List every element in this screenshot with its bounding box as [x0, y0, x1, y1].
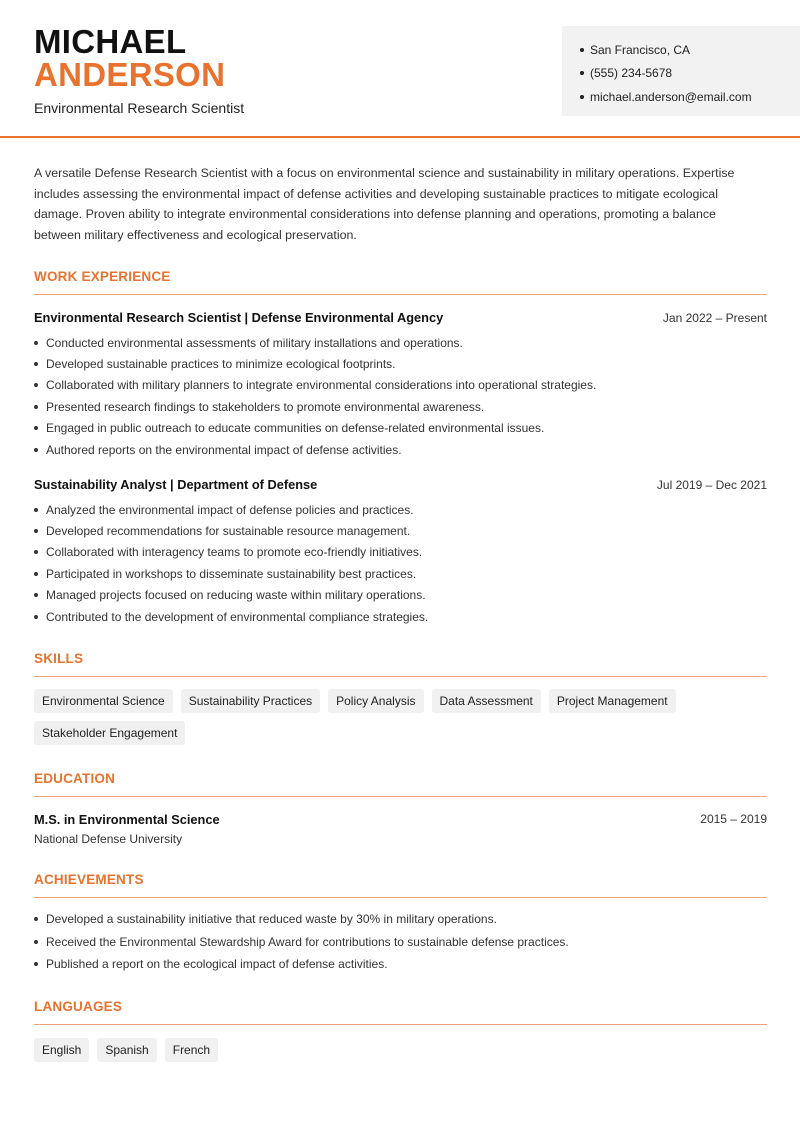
bullet-icon — [34, 341, 38, 345]
bullet-text: Managed projects focused on reducing waste within military operations. — [46, 588, 426, 603]
bullet-icon — [34, 508, 38, 512]
section-title-skills: SKILLS — [34, 651, 84, 666]
education-school: National Defense University — [34, 832, 183, 846]
bullet-text: Received the Environmental Stewardship Award for contributions to sustainable defense practices. — [46, 934, 569, 949]
job-bullets — [34, 332, 767, 460]
job-header — [34, 310, 767, 325]
achievements-list — [34, 908, 767, 976]
bullet-icon — [580, 71, 584, 75]
list-item — [34, 606, 767, 627]
location-text: San Francisco, CA — [590, 42, 691, 57]
job-dates: Jul 2019 – Dec 2021 — [656, 478, 767, 492]
section-divider — [34, 294, 767, 295]
bullet-text: Analyzed the environmental impact of defense policies and practices. — [46, 502, 414, 517]
skill-tag: Sustainability Practices — [181, 689, 320, 713]
list-item — [34, 439, 767, 460]
email-text[interactable]: michael.anderson@email.com — [590, 89, 752, 104]
education-dates: 2015 – 2019 — [700, 812, 767, 826]
list-item — [34, 418, 767, 439]
list-item — [34, 931, 767, 954]
bullet-text: Developed recommendations for sustainable resource management. — [46, 524, 411, 539]
bullet-icon — [34, 448, 38, 452]
list-item — [34, 375, 767, 396]
skill-tag: Stakeholder Engagement — [34, 721, 185, 745]
list-item — [34, 332, 767, 353]
first-name: MICHAEL — [34, 23, 187, 60]
list-item — [34, 542, 767, 563]
bullet-text: Collaborated with interagency teams to promote eco-friendly initiatives. — [46, 545, 423, 560]
bullet-icon — [34, 615, 38, 619]
list-item — [34, 563, 767, 584]
bullet-icon — [34, 917, 38, 921]
bullet-icon — [580, 48, 584, 52]
section-divider — [34, 1024, 767, 1025]
bullet-icon — [34, 940, 38, 944]
bullet-text: Engaged in public outreach to educate communities on defense-related environmental issues. — [46, 421, 545, 436]
last-name: ANDERSON — [34, 56, 226, 93]
job-dates: Jan 2022 – Present — [662, 311, 767, 325]
bullet-icon — [580, 95, 584, 99]
bullet-text: Authored reports on the environmental impact of defense activities. — [46, 442, 402, 457]
bullet-text: Contributed to the development of environmental compliance strategies. — [46, 609, 429, 624]
list-item — [34, 396, 767, 417]
section-divider — [34, 897, 767, 898]
bullet-icon — [34, 593, 38, 597]
section-divider — [34, 676, 767, 677]
phone-text: (555) 234-5678 — [590, 66, 673, 81]
section-title-achievements: ACHIEVEMENTS — [34, 872, 144, 887]
bullet-icon — [34, 426, 38, 430]
language-tag: French — [165, 1038, 218, 1062]
list-item — [34, 908, 767, 931]
bullet-icon — [34, 550, 38, 554]
bullet-text: Published a report on the ecological impact of defense activities. — [46, 957, 388, 972]
language-tag: English — [34, 1038, 89, 1062]
bullet-icon — [34, 962, 38, 966]
summary-paragraph: A versatile Defense Research Scientist with a focus on environmental science and sustainability in military operations. Expertise includes assessing the environmental impact of defense activities and developing sustainable practices to mitigate ecological damage. Proven ability to integrate environmental considerations into defense planning and operations, promoting a balance between military effectiveness and ecological preservation. — [34, 166, 735, 243]
contact-email — [580, 85, 800, 109]
section-divider — [34, 796, 767, 797]
job-header — [34, 477, 767, 492]
skill-tag: Policy Analysis — [328, 689, 423, 713]
bullet-text: Participated in workshops to disseminate sustainability best practices. — [46, 566, 417, 581]
job-title-line: Sustainability Analyst | Department of Defense — [34, 477, 318, 492]
bullet-icon — [34, 572, 38, 576]
list-item — [34, 585, 767, 606]
bullet-text: Developed a sustainability initiative that reduced waste by 30% in military operations. — [46, 912, 497, 927]
bullet-icon — [34, 383, 38, 387]
skills-list — [34, 689, 767, 745]
bullet-icon — [34, 529, 38, 533]
list-item — [34, 353, 767, 374]
job-bullets — [34, 499, 767, 627]
section-title-work: WORK EXPERIENCE — [34, 269, 171, 284]
bullet-text: Collaborated with military planners to integrate environmental considerations into operational strategies. — [46, 378, 597, 393]
skill-tag: Data Assessment — [432, 689, 541, 713]
section-title-languages: LANGUAGES — [34, 999, 123, 1014]
resume-header — [0, 0, 800, 138]
skill-tag: Environmental Science — [34, 689, 173, 713]
list-item — [34, 499, 767, 520]
list-item — [34, 520, 767, 541]
languages-list — [34, 1038, 767, 1062]
education-degree: M.S. in Environmental Science — [34, 812, 220, 827]
job-title: Environmental Research Scientist — [34, 100, 245, 116]
section-title-education: EDUCATION — [34, 771, 116, 786]
contact-box — [562, 26, 800, 116]
job-title-line: Environmental Research Scientist | Defense Environmental Agency — [34, 310, 444, 325]
bullet-text: Conducted environmental assessments of military installations and operations. — [46, 335, 463, 350]
contact-location — [580, 38, 800, 62]
bullet-text: Developed sustainable practices to minimize ecological footprints. — [46, 357, 396, 372]
list-item — [34, 953, 767, 976]
bullet-text: Presented research findings to stakeholders to promote environmental awareness. — [46, 399, 485, 414]
language-tag: Spanish — [97, 1038, 156, 1062]
skill-tag: Project Management — [549, 689, 676, 713]
bullet-icon — [34, 362, 38, 366]
bullet-icon — [34, 405, 38, 409]
contact-phone — [580, 62, 800, 86]
